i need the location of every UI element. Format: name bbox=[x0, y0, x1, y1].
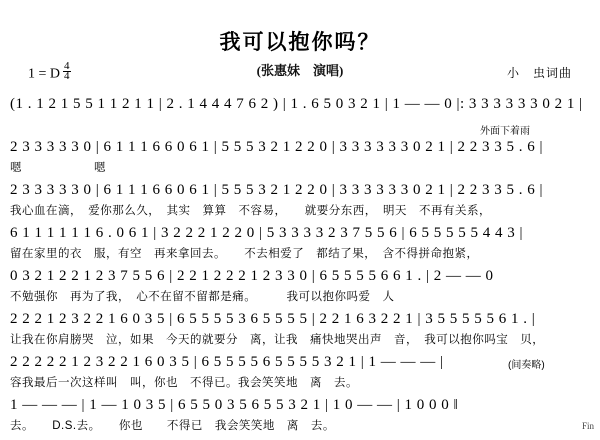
score-line-1-notes: (1 . 1 2 1 5 5 1 1 2 1 1 | 2 . 1 4 4 4 7 6 2 ) | 1 . 6 5 0 3 2 1 | 1 — — 0 |: 3 3 3 3 3 3 0 2 1 | bbox=[10, 96, 583, 112]
score-line-3-notes: 2 3 3 3 3 3 0 | 6 1 1 1 6 6 0 6 1 | 5 5 5 3 2 1 2 2 0 | 3 3 3 3 3 3 0 2 1 | 2 2 3 3 5 . 6 | bbox=[10, 182, 544, 198]
score-line-1-annotation: 外面下着雨 bbox=[480, 126, 530, 137]
time-signature bbox=[63, 62, 71, 82]
singer-credit: (张惠妹 演唱) bbox=[256, 63, 344, 78]
score-line-5-lyrics: 不勉强你 再为了我， 心不在留不留都是痛。 我可以抱你吗爱 人 bbox=[10, 291, 395, 303]
score-line-7-notes: 2 2 2 2 2 1 2 3 2 2 1 6 0 3 5 | 6 5 5 5 5 6 5 5 5 5 3 2 1 | 1 — — — | bbox=[10, 354, 444, 370]
score-line-2-lyrics: 嗯 嗯 bbox=[10, 162, 106, 174]
key-label: 1 = D bbox=[28, 66, 61, 82]
composer-credit: 小 虫词曲 bbox=[506, 66, 572, 80]
page-mark: Fin bbox=[581, 421, 594, 431]
score-line-2-notes: 2 3 3 3 3 3 0 | 6 1 1 1 6 6 0 6 1 | 5 5 5 3 2 1 2 2 0 | 3 3 3 3 3 3 0 2 1 | 2 2 3 3 5 . 6 | bbox=[10, 139, 544, 155]
time-signature-denominator: 4 bbox=[64, 70, 70, 83]
score-line-1 bbox=[10, 96, 590, 139]
score-line-6-notes: 2 2 2 1 2 3 2 2 1 6 0 3 5 | 6 5 5 5 5 3 6 5 5 5 5 | 2 2 1 6 3 2 2 1 | 3 5 5 5 5 5 6 1 . | bbox=[10, 311, 536, 327]
score-line-5 bbox=[10, 268, 590, 311]
score-line-6 bbox=[10, 311, 590, 354]
page-title: 我可以抱你吗？ bbox=[219, 30, 381, 54]
score-line-3-lyrics: 我心血在滴， 爱你那么久， 其实 算算 不容易， 就要分东西， 明天 不再有关系， bbox=[10, 205, 491, 217]
score-line-3 bbox=[10, 182, 590, 225]
score-body bbox=[10, 96, 590, 440]
score-line-4-notes: 6 1 1 1 1 1 1 6 . 0 6 1 | 3 2 2 2 1 2 2 0 | 5 3 3 3 3 2 3 7 5 5 6 | 6 5 5 5 5 5 4 4 3 | bbox=[10, 225, 524, 241]
time-signature-numerator: 4 bbox=[64, 60, 70, 72]
score-line-7-annotation: (间奏略) bbox=[508, 360, 545, 371]
score-line-8-notes: 1 — — — | 1 — 1 0 3 5 | 6 5 5 0 3 5 6 5 5 3 2 1 | 1 0 — — | 1 0 0 0 ‖ bbox=[10, 397, 459, 413]
key-signature bbox=[28, 62, 71, 82]
score-line-4 bbox=[10, 225, 590, 268]
score-line-6-lyrics: 让我在你肩膀哭 泣，如果 今天的就要分 离，让我 痛快地哭出声 音， 我可以抱你吗宝 贝， bbox=[10, 334, 545, 346]
score-line-4-lyrics: 留在家里的衣 服，有空 再来拿回去。 不去相爱了 都结了果， 含不得拼命抱紧， bbox=[10, 248, 479, 260]
score-line-8-lyrics: 去。 D.S.去。 你也 不得已 我会笑笑地 离 去。 bbox=[10, 420, 335, 432]
score-line-7-lyrics: 容我最后一次这样叫 叫，你也 不得已。我会笑笑地 离 去。 bbox=[10, 377, 358, 389]
score-line-2 bbox=[10, 139, 590, 182]
score-line-5-notes: 0 3 2 1 2 2 1 2 3 7 5 5 6 | 2 2 1 2 2 2 1 2 3 3 0 | 6 5 5 5 5 6 6 1 . | 2 — — 0 bbox=[10, 268, 494, 284]
score-line-7 bbox=[10, 354, 590, 397]
score-line-8 bbox=[10, 397, 590, 440]
